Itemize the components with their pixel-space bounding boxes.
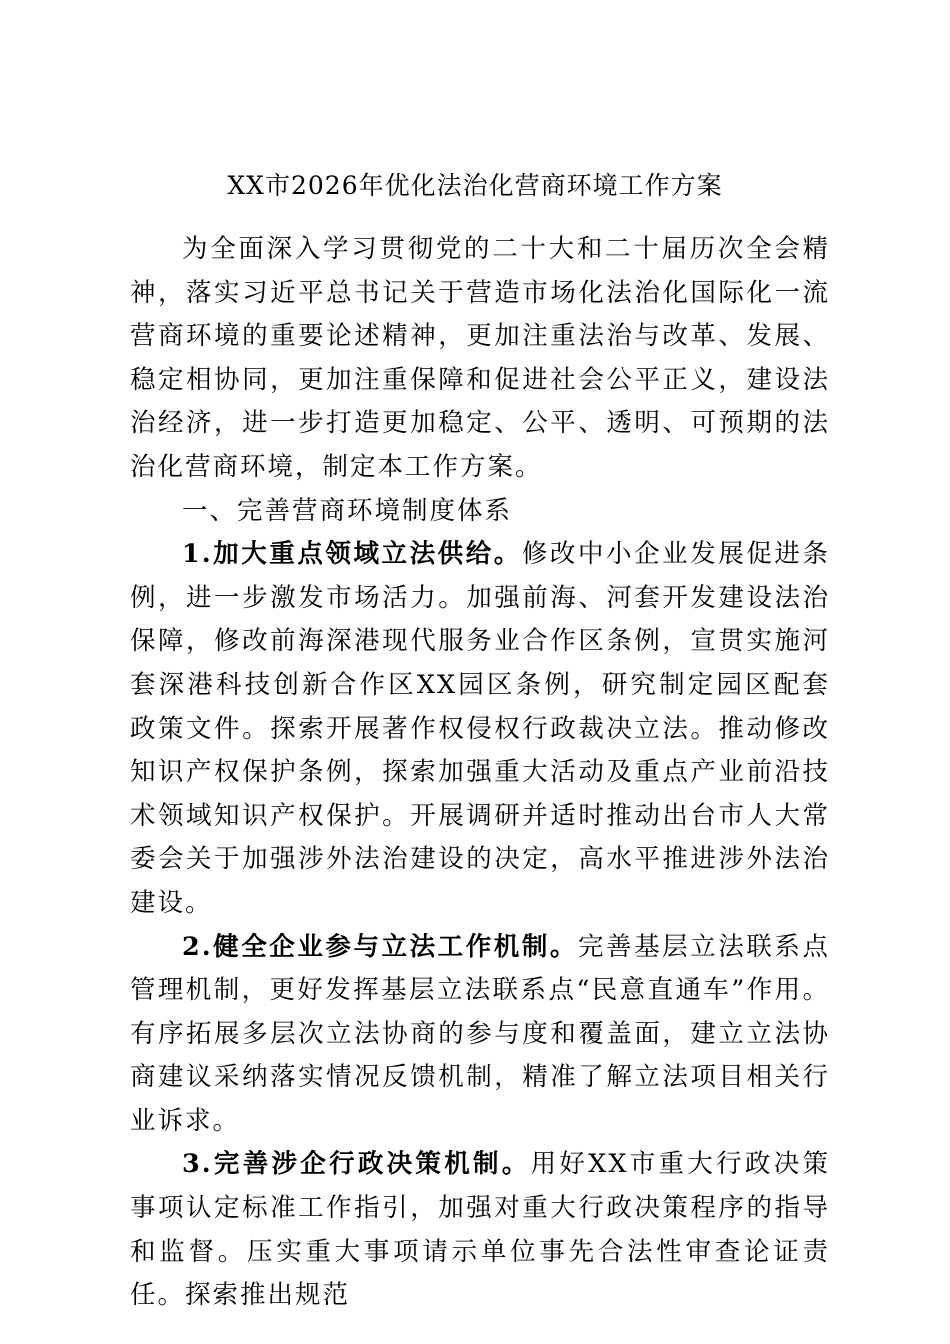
section-heading: 一、完善营商环境制度体系 <box>182 495 513 526</box>
document-title: XX市2026年优化法治化营商环境工作方案 <box>227 171 723 200</box>
document-body <box>130 228 830 1318</box>
list-item <box>130 533 830 925</box>
item-lead: 1.加大重点领域立法供给。 <box>182 539 522 570</box>
item-text: 修改中小企业发展促进条例，进一步激发市场活力。加强前海、河套开发建设法治保障，修改前海深港现代服务业合作区条例，宣贯实施河套深港科技创新合作区XX园区条例，研究制定园区配套政策文件。探索开展著作权侵权行政裁决立法。推动修改知识产权保护条例，探索加强重大活动及重点产业前沿技术领域知识产权保护。开展调研并适时推动出台市人大常委会关于加强涉外法治建设的决定，高水平推进涉外法治建设。 <box>130 539 830 918</box>
item-text: 用好XX市重大行政决策事项认定标准工作指引，加强对重大行政决策程序的指导和监督。压实重大事项请示单位事先合法性审查论证责任。探索推出规范 <box>130 1149 831 1311</box>
intro-paragraph: 为全面深入学习贯彻党的二十大和二十届历次全会精神，落实习近平总书记关于营造市场化法治化国际化一流营商环境的重要论述精神，更加注重法治与改革、发展、稳定相协同，更加注重保障和促进社会公平正义，建设法治经济，进一步打造更加稳定、公平、透明、可预期的法治化营商环境，制定本工作方案。 <box>130 234 830 482</box>
list-item <box>130 926 830 1144</box>
item-text: 完善基层立法联系点管理机制，更好发挥基层立法联系点“民意直通车”作用。有序拓展多层次立法协商的参与度和覆盖面，建立立法协商建议采纳落实情况反馈机制，精准了解立法项目相关行业诉求。 <box>130 931 830 1136</box>
item-lead: 3.完善涉企行政决策机制。 <box>182 1149 531 1180</box>
item-lead: 2.健全企业参与立法工作机制。 <box>182 931 578 962</box>
list-item <box>130 1143 830 1317</box>
